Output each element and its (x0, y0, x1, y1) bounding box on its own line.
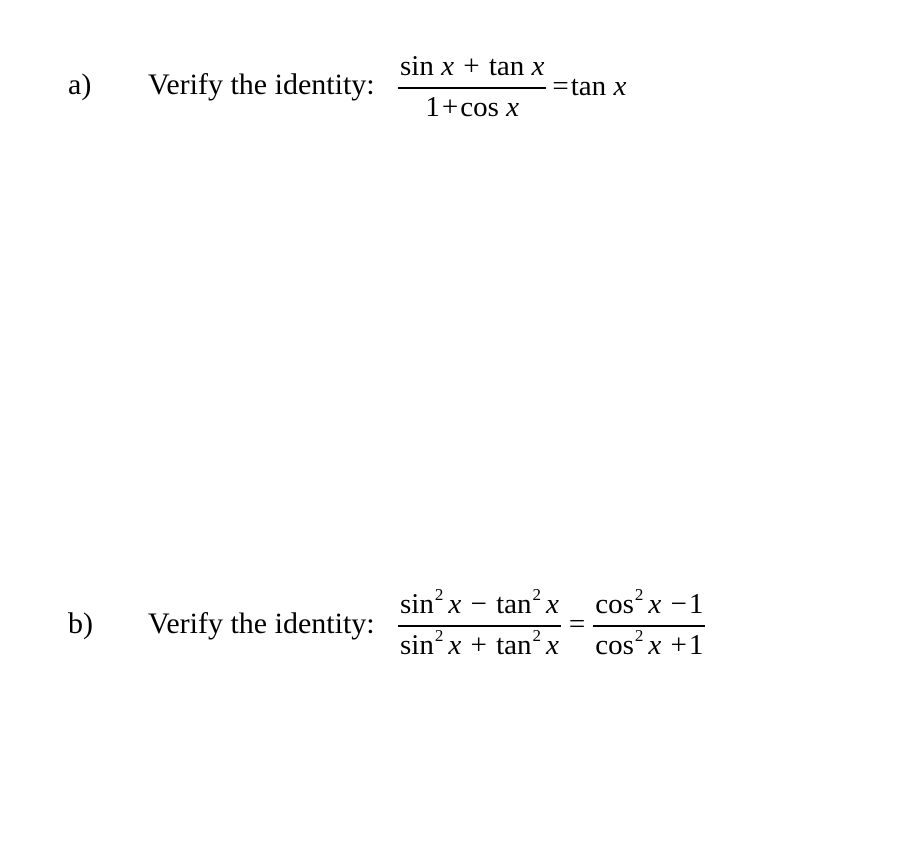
variable: x (441, 50, 454, 82)
equals-sign: = (568, 608, 586, 641)
operator: − (670, 588, 687, 620)
variable: x (648, 588, 662, 620)
function-name: tan (570, 70, 607, 103)
variable: x (506, 90, 520, 123)
variable: x (448, 628, 462, 661)
exponent: 2 (434, 625, 444, 645)
variable: x (546, 628, 559, 661)
fraction-bar (398, 87, 546, 89)
identity-b-rhs-numerator (593, 585, 705, 620)
operator: + (441, 90, 459, 123)
function-name: tan (496, 628, 532, 661)
function-name: cos (595, 628, 634, 661)
operator: + (670, 628, 687, 661)
variable: x (448, 588, 462, 620)
function-name: sin (400, 50, 434, 82)
variable: x (531, 50, 545, 82)
exponent: 2 (532, 625, 542, 645)
problem-b-label: b) (68, 607, 93, 640)
identity-b-lhs-fraction (398, 585, 561, 661)
exponent: 2 (634, 585, 644, 604)
variable: x (613, 70, 627, 103)
problem-a-label: a) (68, 68, 92, 101)
identity-b-rhs-fraction (593, 585, 705, 661)
variable: x (546, 588, 559, 620)
operator: + (470, 628, 487, 661)
exponent: 2 (434, 585, 444, 604)
function-name: cos (595, 588, 634, 620)
constant: 1 (425, 90, 440, 123)
identity-b-rhs-denominator (593, 625, 705, 661)
function-name: cos (460, 90, 499, 123)
operator: − (470, 588, 487, 620)
function-name: tan (496, 588, 532, 620)
identity-b-lhs-denominator (398, 625, 561, 661)
identity-b (398, 585, 705, 661)
identity-a-lhs-fraction (398, 52, 546, 122)
function-name: tan (488, 50, 525, 82)
identity-b-lhs-numerator (398, 585, 561, 620)
constant: 1 (688, 588, 704, 620)
exponent: 2 (532, 585, 542, 604)
variable: x (648, 628, 662, 661)
equals-sign: = (552, 70, 569, 103)
operator: + (463, 50, 480, 82)
problem-b-prompt: Verify the identity: (148, 607, 375, 640)
function-name: sin (400, 628, 434, 661)
identity-a-lhs-numerator (398, 52, 546, 81)
identity-a-lhs-denominator (423, 90, 521, 123)
function-name: sin (400, 588, 434, 620)
exponent: 2 (634, 625, 644, 645)
constant: 1 (688, 628, 704, 661)
identity-a (398, 52, 626, 122)
fraction-bar (593, 625, 705, 627)
problem-a-prompt: Verify the identity: (148, 68, 375, 101)
identity-a-rhs (571, 72, 627, 101)
